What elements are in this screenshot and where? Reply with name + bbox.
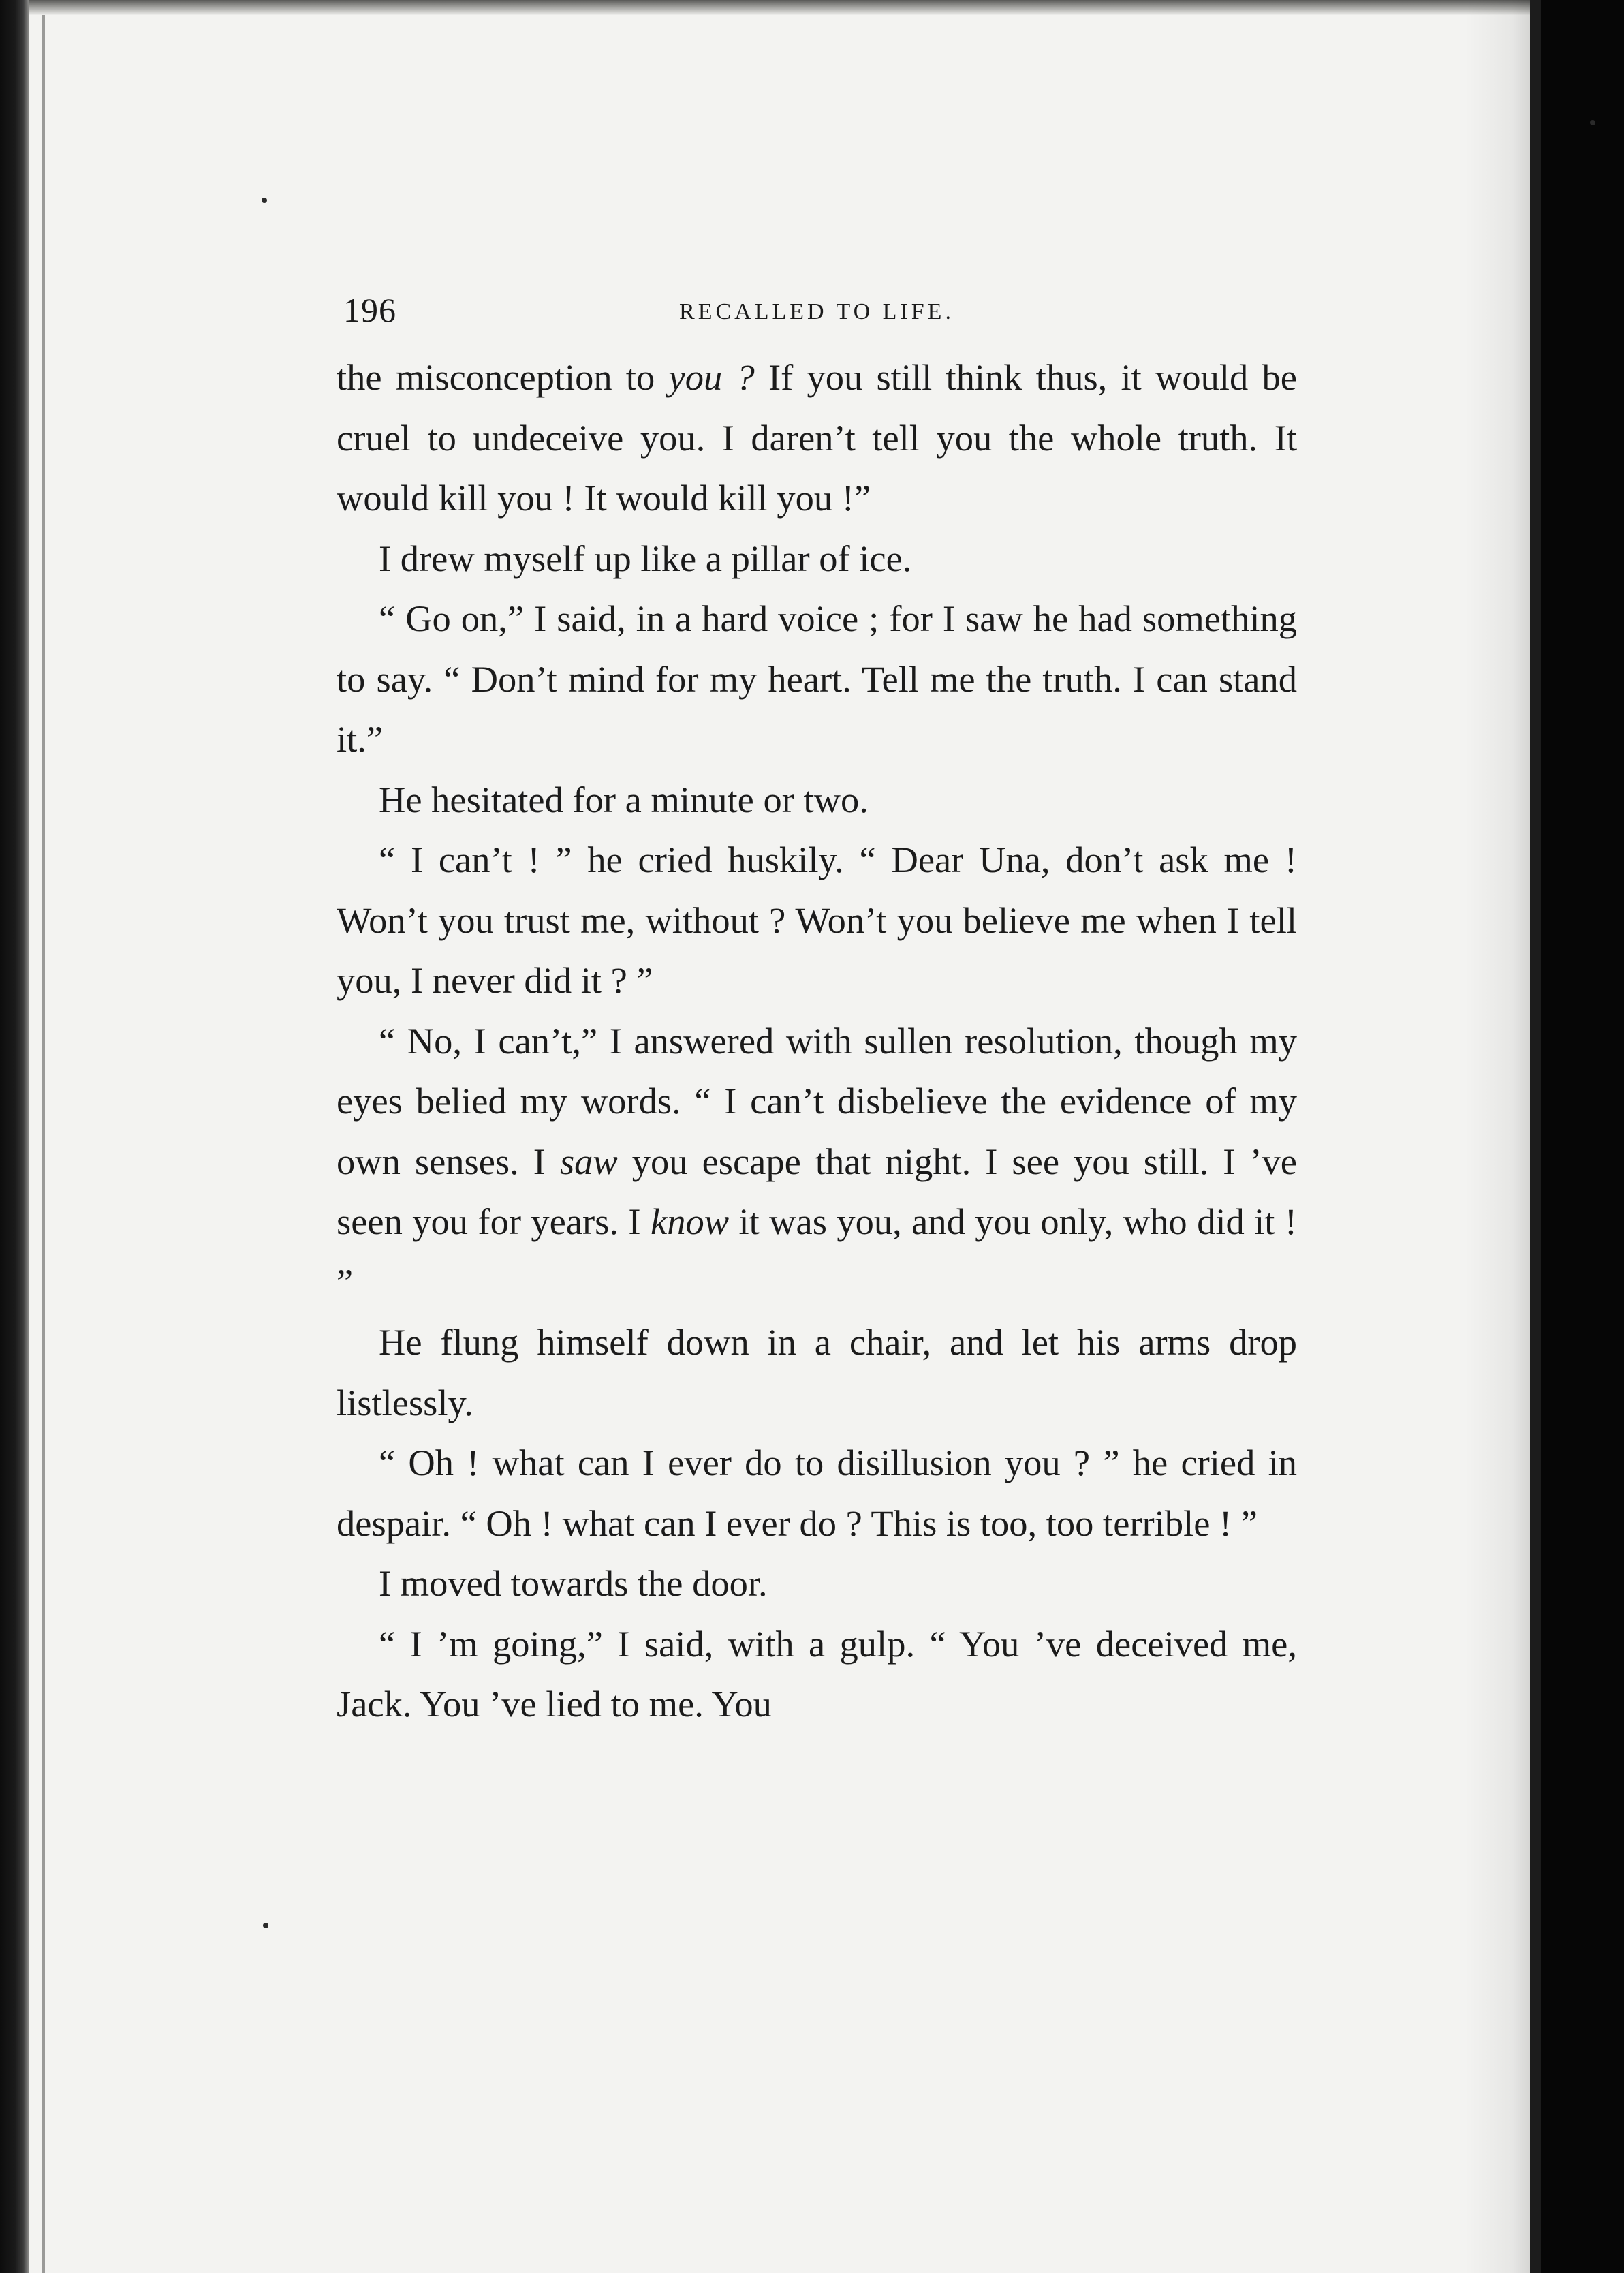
- italic-text: saw: [559, 1140, 618, 1182]
- text-run: “ I can’t ! ” he cried huskily. “ Dear Una, don’t ask me ! Won’t you trust me, without ? Won’t you believe me when I tell you, I never did it ? ”: [337, 839, 1297, 1001]
- paragraph: [337, 830, 1297, 1011]
- scan-top-margin: [29, 0, 1541, 15]
- paper-speck: [1590, 120, 1595, 125]
- paragraph: [337, 1614, 1297, 1735]
- text-run: “ I ’m going,” I said, with a gulp. “ You ’ve deceived me, Jack. You ’ve lied to me. You: [337, 1622, 1297, 1725]
- paper-speck: [263, 1923, 268, 1928]
- text-run: you escape that night. I see you still. I ’ve seen you for years. I: [337, 1140, 1297, 1242]
- text-run: I drew myself up like a pillar of ice.: [379, 537, 912, 579]
- paragraph: [337, 1011, 1297, 1313]
- text-run: “ No, I can’t,” I answered with sullen resolution, though my eyes belied my words. “ I can’t disbelieve the evidence of my own senses. I: [337, 1019, 1297, 1182]
- scan-right-rule: [1530, 0, 1541, 2273]
- paragraph: [337, 529, 1297, 589]
- paragraph: [337, 1553, 1297, 1614]
- scan-left-rule: [42, 0, 45, 2273]
- italic-text: you ?: [668, 356, 755, 398]
- text-run: If you still think thus, it would be cruel to undeceive you. I daren’t tell you the whole truth. It would kill you ! It would kill you !”: [337, 356, 1297, 519]
- text-run: “ Oh ! what can I ever do to disillusion you ? ” he cried in despair. “ Oh ! what can I ever do ? This is too, too terrible ! ”: [337, 1442, 1297, 1544]
- text-run: “ Go on,” I said, in a hard voice ; for I saw he had something to say. “ Don’t mind for my heart. Tell me the truth. I can stand it.”: [337, 598, 1297, 760]
- paragraph: [337, 1433, 1297, 1553]
- page-number: 196: [343, 291, 396, 329]
- page-gutter-shadow: [1465, 0, 1540, 2273]
- body-text: [337, 347, 1297, 1735]
- scan-right-margin: [1541, 0, 1624, 2273]
- paragraph: [337, 589, 1297, 770]
- scan-left-margin: [0, 0, 29, 2273]
- text-run: the misconception to: [337, 356, 669, 398]
- paragraph: [337, 1312, 1297, 1433]
- text-run: He flung himself down in a chair, and let his arms drop listlessly.: [337, 1321, 1297, 1423]
- paper-speck: [262, 198, 267, 203]
- running-title: RECALLED TO LIFE.: [679, 299, 954, 324]
- text-run: He hesitated for a minute or two.: [379, 778, 869, 820]
- text-run: I moved towards the door.: [379, 1562, 768, 1604]
- running-head: [337, 286, 1297, 347]
- paragraph: [337, 347, 1297, 529]
- text-run: it was you, and you only, who did it ! ”: [337, 1201, 1297, 1303]
- paragraph: [337, 770, 1297, 831]
- italic-text: know: [651, 1201, 730, 1242]
- book-page: [337, 286, 1297, 1735]
